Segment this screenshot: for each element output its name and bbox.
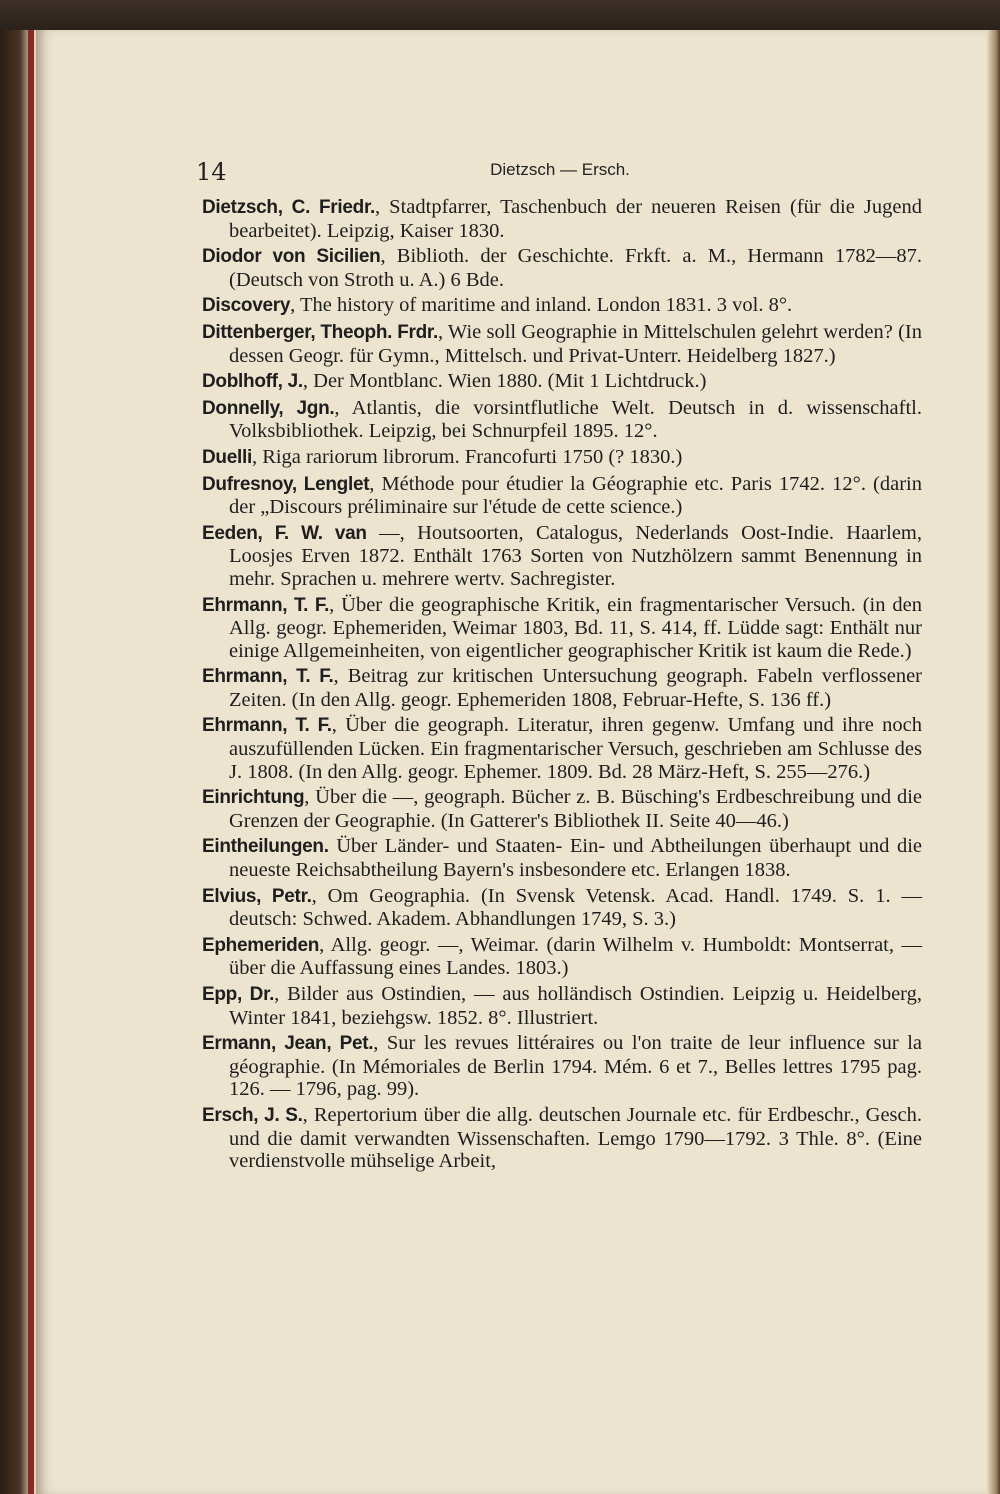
entry-text: , Riga rariorum librorum. Francofurti 1750 (? 1830.) xyxy=(251,445,683,468)
entry-text: —, Houtsoorten, Catalogus, Nederlands Oost-Indie. Haarlem, Loosjes Erven 1872. Enthält 1763 Sorten von Nutzhölzern sammt Benennung in mehr. Sprachen u. mehrere wertv. Sachregister. xyxy=(229,521,922,590)
entry-ehrmann-3 xyxy=(202,714,922,783)
page-number: 14 xyxy=(196,158,227,186)
entry-text: , Beitrag zur kritischen Untersuchung geograph. Fabeln verflossener Zeiten. (In den Allg. geogr. Ephemeriden 1808, Februar-Hefte, S. 136 ff.) xyxy=(229,665,922,711)
entry-discovery xyxy=(202,294,922,318)
entry-ersch xyxy=(202,1104,922,1173)
entry-dittenberger xyxy=(202,321,922,367)
entry-einrichtung xyxy=(202,786,922,832)
entry-name: Ersch, J. S. xyxy=(202,1104,303,1126)
entry-name: Dittenberger, Theoph. Frdr. xyxy=(202,321,438,343)
entry-elvius xyxy=(202,885,922,931)
entry-name: Dietzsch, C. Friedr. xyxy=(202,197,375,218)
entry-epp xyxy=(202,983,922,1029)
entry-ephemeriden xyxy=(202,934,922,980)
entry-diodor xyxy=(202,245,922,291)
entry-eintheilungen xyxy=(202,835,922,881)
entry-name: Ehrmann, T. F. xyxy=(202,715,332,737)
entry-ermann xyxy=(202,1032,922,1101)
entry-text: , Über die geographische Kritik, ein fragmentarischer Versuch. (in den Allg. geogr. Ephemeriden, Weimar 1803, Bd. 11, S. 414, ff. Lüdde sagt: Enthält nur einige Allgemeinheiten, von eigentlicher geographischer Kritik ist kaum die Rede.) xyxy=(229,593,922,662)
entry-text: , The history of maritime and inland. London 1831. 3 vol. 8°. xyxy=(290,294,793,317)
entry-name: Duelli xyxy=(202,446,252,468)
entry-text: , Über die geograph. Literatur, ihren gegenw. Umfang und ihre noch auszufüllenden Lücken. Ein fragmentarischer Versuch, geschrieben am Schlusse des J. 1808. (In den Allg. geogr. Ephemer. 1809. Bd. 28 März-Heft, S. 255—276.) xyxy=(229,714,922,783)
entry-text: , Allg. geogr. —, Weimar. (darin Wilhelm v. Humboldt: Montserrat, — über die Auffassung eines Landes. 1803.) xyxy=(229,933,922,980)
entry-text: , Bilder aus Ostindien, — aus holländisch Ostindien. Leipzig u. Heidelberg, Winter 1841, beziehgsw. 1852. 8°. Illustriert. xyxy=(229,983,923,1029)
entry-text: , Atlantis, die vorsintflutliche Welt. Deutsch in d. wissenschaftl. Volksbibliothek. Leipzig, bei Schnurpfeil 1895. 12°. xyxy=(229,396,922,443)
entry-name: Elvius, Petr. xyxy=(202,885,312,907)
entry-name: Ermann, Jean, Pet. xyxy=(202,1033,374,1055)
entry-doblhoff xyxy=(202,370,922,394)
entry-list xyxy=(202,196,922,1176)
entry-text: , Méthode pour étudier la Géographie etc. Paris 1742. 12°. (darin der „Discours préliminaire sur l'étude de cette science.) xyxy=(229,472,922,519)
entry-name: Doblhoff, J. xyxy=(202,371,303,393)
entry-name: Eintheilungen. xyxy=(202,836,329,858)
entry-name: Ephemeriden xyxy=(202,934,320,956)
entry-text: , Om Geographia. (In Svensk Vetensk. Acad. Handl. 1749. S. 1. — deutsch: Schwed. Akadem. Abhandlungen 1749, S. 3.) xyxy=(229,884,922,931)
entry-name: Ehrmann, T. F. xyxy=(202,666,334,688)
entry-text: , Über die —, geograph. Bücher z. B. Büsching's Erdbeschreibung und die Grenzen der Geographie. (In Gatterer's Bibliothek II. Seite 40—46.) xyxy=(229,786,922,832)
entry-text: , Sur les revues littéraires ou l'on traite de leur influence sur la géographie. (In Mémoriales de Berlin 1794. Mém. 6 et 7., Belles lettres 1795 pag. 126. — 1796, pag. 99). xyxy=(229,1032,922,1101)
entry-text: , Stadtpfarrer, Taschenbuch der neueren Reisen (für die Jugend bearbeitet). Leipzig, Kaiser 1830. xyxy=(229,196,922,242)
binding-edge xyxy=(28,30,34,1494)
entry-dietzsch xyxy=(202,196,922,242)
entry-text: , Wie soll Geographie in Mittelschulen gelehrt werden? (In dessen Geogr. für Gymn., Mittelsch. und Privat-Unterr. Heidelberg 1827.) xyxy=(229,320,922,367)
entry-name: Discovery xyxy=(202,295,291,317)
running-head: Dietzsch — Ersch. xyxy=(490,160,630,179)
entry-text: , Biblioth. der Geschichte. Frkft. a. M., Hermann 1782—87. (Deutsch von Stroth u. A.) 6 Bde. xyxy=(229,245,922,291)
entry-donnelly xyxy=(202,397,922,443)
entry-name: Donnelly, Jgn. xyxy=(202,397,335,419)
entry-eeden xyxy=(202,522,922,591)
entry-name: Epp, Dr. xyxy=(202,984,275,1005)
entry-name: Diodor von Sicilien xyxy=(202,246,381,268)
page-edge xyxy=(986,30,1000,1494)
entry-name: Einrichtung xyxy=(202,787,305,809)
entry-text: , Repertorium über die allg. deutschen Journale etc. für Erdbeschr., Gesch. und die damit verwandten Wissenschaften. Lemgo 1790—1792. 3 Thle. 8°. (Eine verdienstvolle mühselige Arbeit, xyxy=(229,1103,922,1173)
entry-name: Dufresnoy, Lenglet xyxy=(202,473,370,495)
entry-ehrmann-1 xyxy=(202,594,922,663)
book-spine xyxy=(0,30,40,1494)
entry-ehrmann-2 xyxy=(202,665,922,711)
entry-name: Eeden, F. W. van xyxy=(202,522,367,544)
entry-text: , Der Montblanc. Wien 1880. (Mit 1 Lichtdruck.) xyxy=(302,370,707,393)
entry-text: Über Länder- und Staaten- Ein- und Abtheilungen überhaupt und die neueste Reichsabtheilung Bayern's insbesondere etc. Erlangen 1838. xyxy=(229,835,922,882)
entry-dufresnoy xyxy=(202,473,922,519)
entry-duelli xyxy=(202,446,922,470)
page-header xyxy=(196,158,924,188)
entry-name: Ehrmann, T. F. xyxy=(202,594,330,616)
